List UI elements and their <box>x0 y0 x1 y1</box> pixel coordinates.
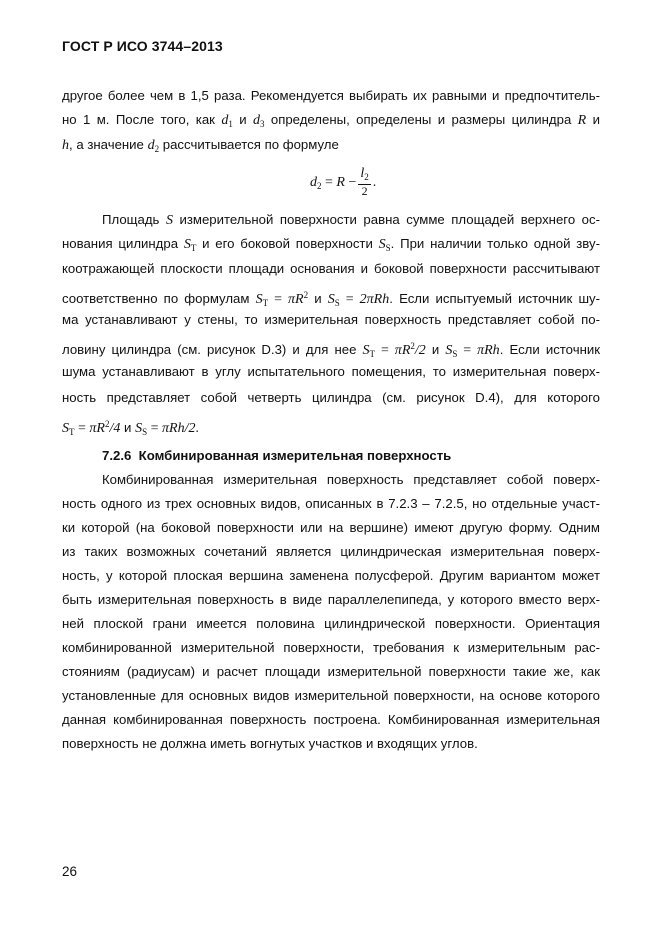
text-line: Площадь S измерительной поверхности равна сумме площадей верхнего ос- <box>102 212 600 228</box>
text-line: ки которой (на боковой поверхности или на вершине) имеют другую форму. Одним <box>62 520 600 535</box>
text-line: быть измерительная поверхность в виде параллелепипеда, у которого вместо верх- <box>62 592 600 607</box>
text-line: ловину цилиндра (см. рисунок D.3) и для нее $S_T = \pi R^2/2$ и $S_S = \pi Rh$. Если источник <box>62 341 601 359</box>
text-line: ность представляет собой четверть цилиндра (см. рисунок D.4), для которого <box>62 390 600 405</box>
text-line: ней плоской грани имеется половина цилиндрической поверхности. Ориентация <box>62 616 600 631</box>
text-line: данная комбинированная поверхность построена. Комбинированная измерительная <box>62 712 600 727</box>
text-line: комбинированной измерительной поверхности, требования к измерительным рас- <box>62 640 600 655</box>
text-line: установленные для основных видов измерительной поверхности, на основе которого <box>62 688 600 703</box>
document-header: ГОСТ Р ИСО 3744–2013 <box>62 38 223 54</box>
formula-d2: $d_2$ = R − $\frac{l_2}{2}$ . <box>310 166 377 198</box>
text-line: коотражающей плоскости площади основания и боковой поверхности рассчитывают <box>62 261 600 276</box>
text-line: нования цилиндра $S_T$ и его боковой поверхности $S_S$. При наличии только одной зву- <box>62 236 600 253</box>
text-line: h, а значение $d_2$ рассчитывается по формуле <box>62 137 339 154</box>
text-line: стояниям (радиусам) и расчет площади измерительной поверхности такие же, как <box>62 664 600 679</box>
text-line: шума устанавливают в углу испытательного помещения, то измерительная поверх- <box>62 364 600 379</box>
text-line: соответственно по формулам $S_T = \pi R^2$ и $S_S = 2\pi Rh$. Если испытуемый источник шу- <box>62 290 601 308</box>
text-line: поверхность не должна иметь вогнутых участков и входящих углов. <box>62 736 478 751</box>
text-line: из таких возможных сочетаний является цилиндрическая измерительная поверх- <box>62 544 600 559</box>
section-heading: 7.2.6 Комбинированная измерительная поверхность <box>102 448 452 463</box>
text-line: но 1 м. После того, как $d_1$ и $d_3$ определены, определены и размеры цилиндра R и <box>62 112 600 129</box>
text-line: ность, у которой плоская вершина заменена полусферой. Другим вариантом может <box>62 568 600 583</box>
text-line: ность одного из трех основных видов, описанных в 7.2.3 – 7.2.5, но отдельные участ- <box>62 496 600 511</box>
text-line: ма устанавливают у стены, то измерительная поверхность представляет собой по- <box>62 312 600 327</box>
page-number: 26 <box>62 864 78 879</box>
text-line: Комбинированная измерительная поверхность представляет собой поверх- <box>102 472 600 487</box>
text-line: $S_T = \pi R^2/4$ и $S_S = \pi Rh/2$. <box>62 419 199 437</box>
text-line: другое более чем в 1,5 раза. Рекомендуется выбирать их равными и предпочтитель- <box>62 88 600 103</box>
